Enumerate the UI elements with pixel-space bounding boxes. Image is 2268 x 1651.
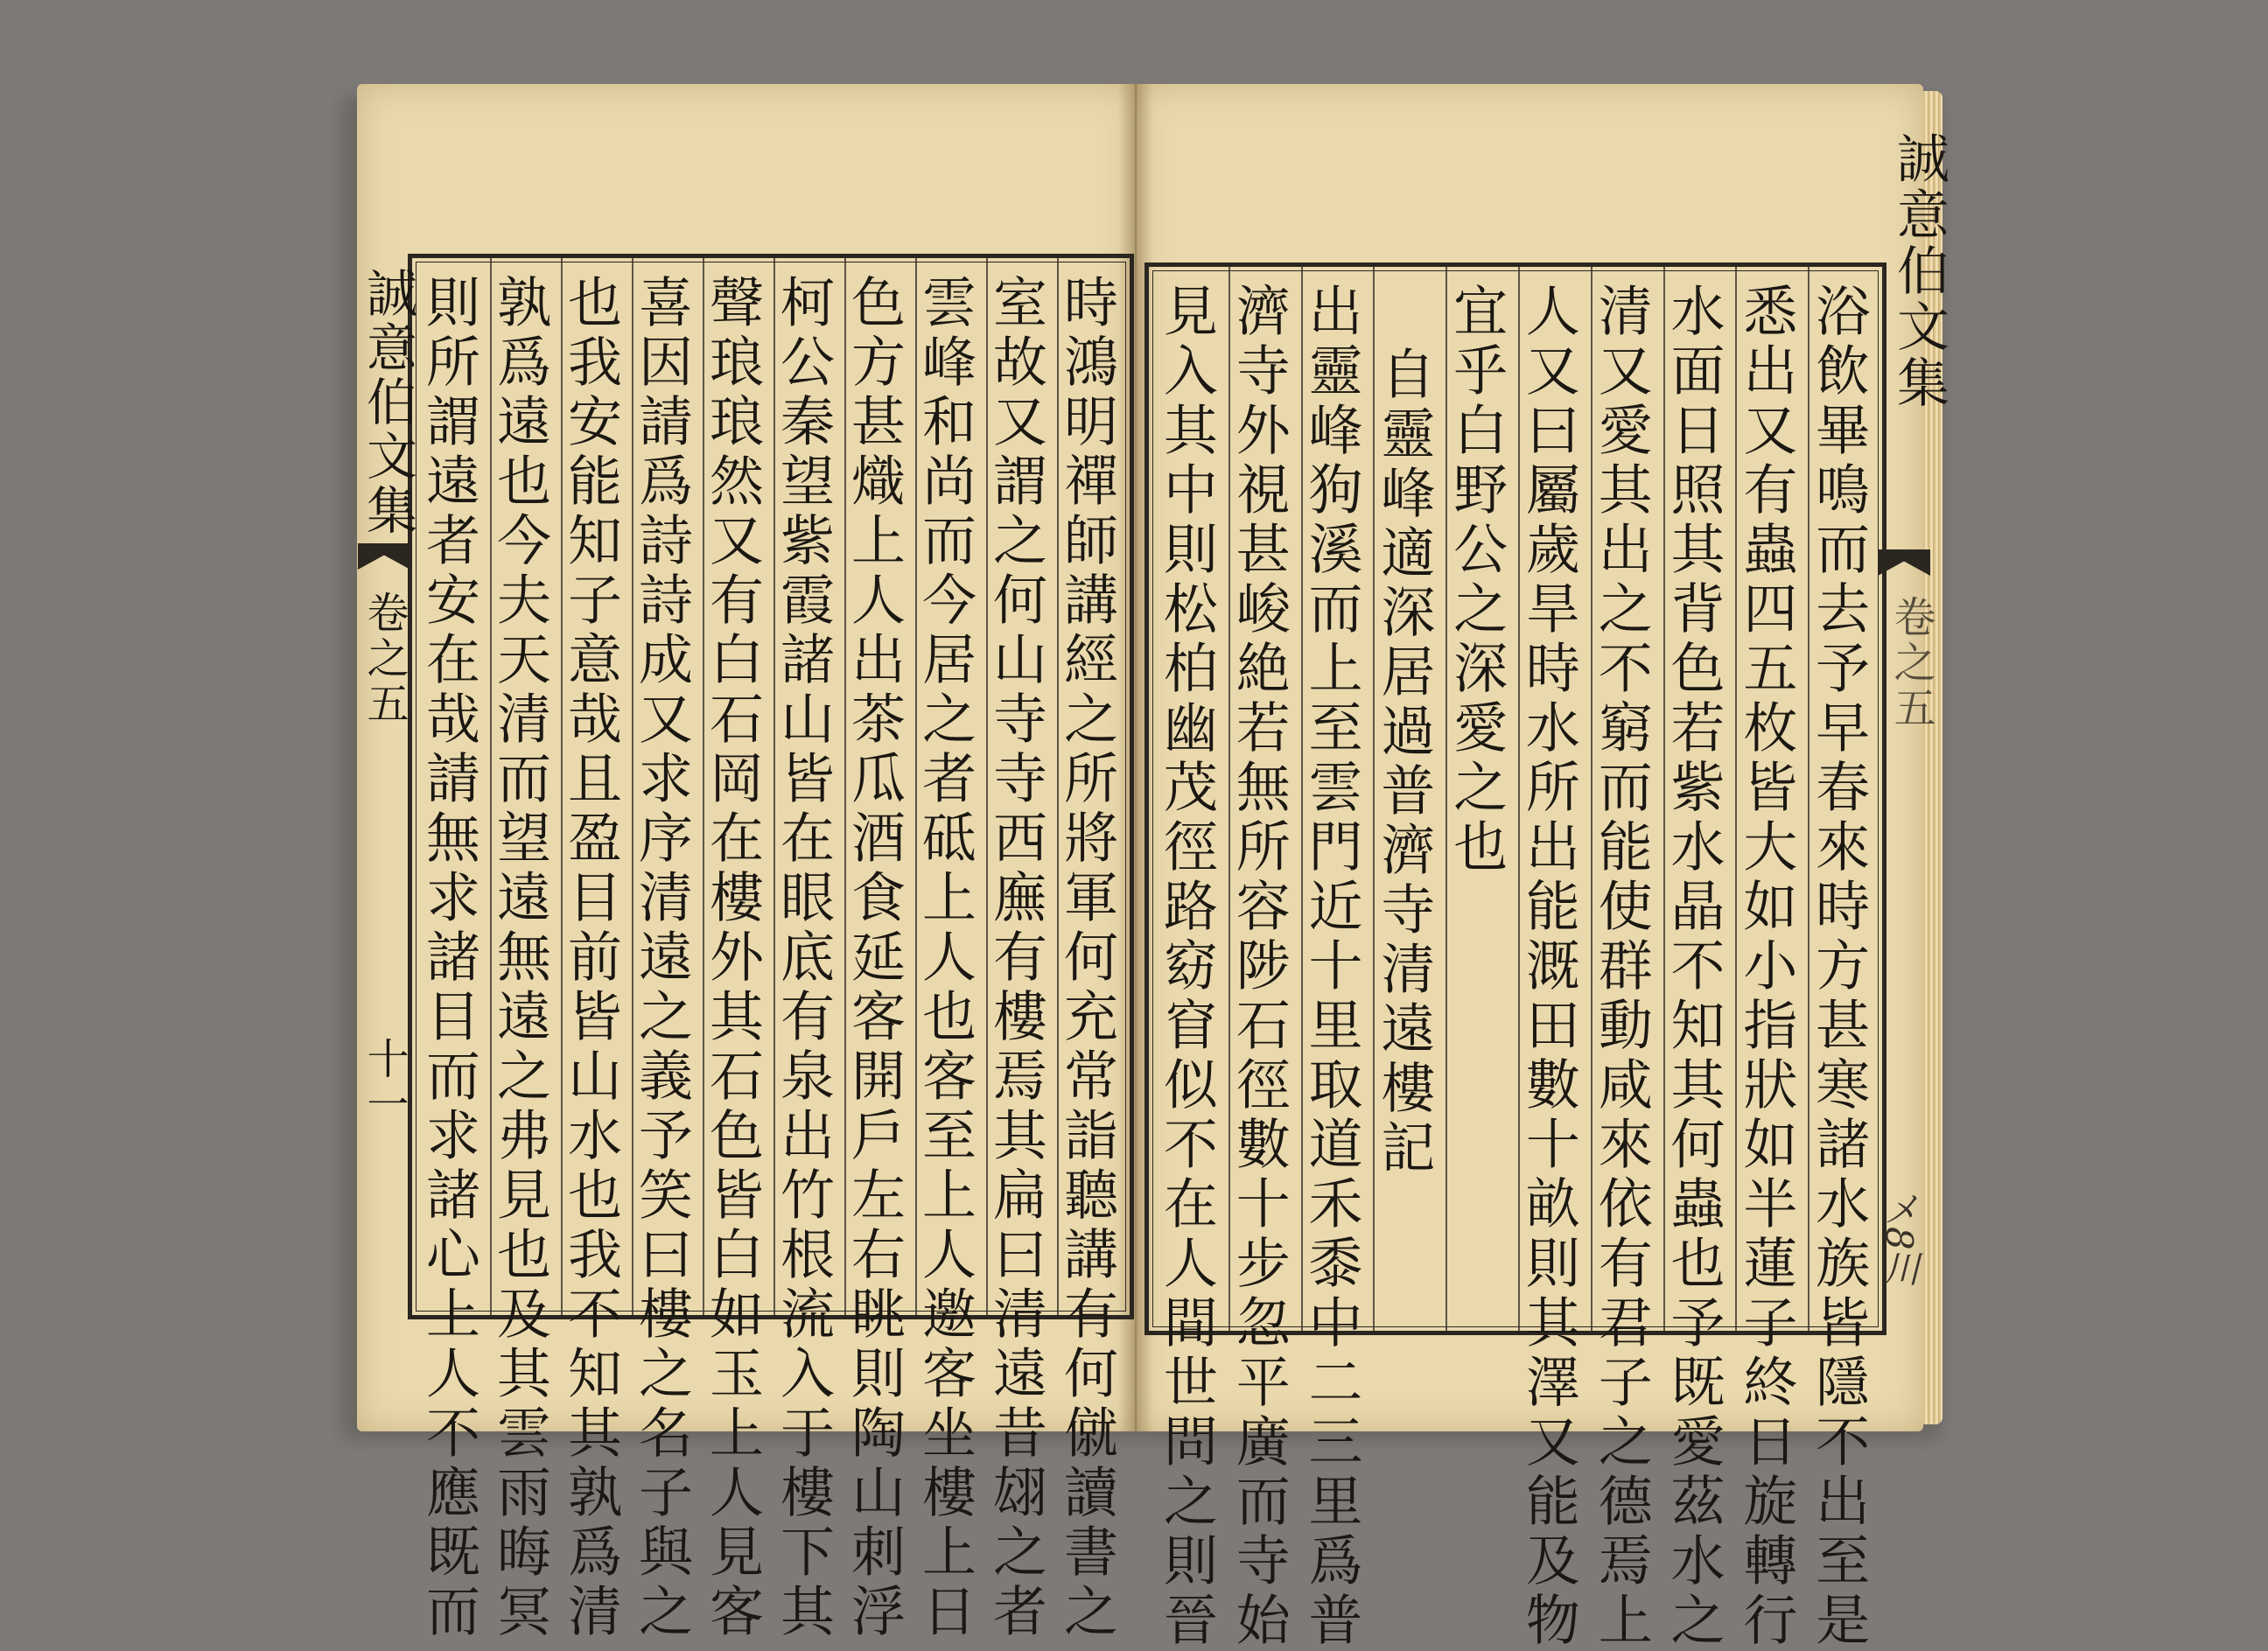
right-text-column: 宜乎白野公之深愛之也	[1444, 283, 1508, 878]
left-text-column: 則所謂遠者安在哉請無求諸目而求諸心上人不應既而	[416, 274, 481, 1642]
right-text-column: 自靈峰適深居過普濟寺清遠樓記	[1371, 346, 1436, 1179]
right-text-column: 悉出又有蟲四五枚皆大如小指狀如半蓮子終日旋轉行	[1733, 283, 1798, 1651]
handwritten-margin-note: メ8川	[1878, 1190, 1921, 1287]
left-text-column: 室故又謂之何山寺寺西廡有樓焉其扁曰清遠昔翃之者	[984, 274, 1048, 1642]
left-text-column: 雲峰和尚而今居之者砥上人也客至上人邀客坐樓上日	[913, 274, 977, 1642]
left-text-column: 孰爲遠也今夫天清而望遠無遠之弗見也及其雲雨晦冥	[487, 274, 552, 1642]
right-text-column: 水面日照其背色若紫水晶不知其何蟲也予既愛茲水之	[1662, 283, 1726, 1651]
left-margin-title: 誠意伯文集	[358, 267, 417, 538]
right-margin-volume: 卷之五	[1886, 595, 1936, 731]
right-text-frame	[1144, 262, 1886, 1651]
left-text-column: 也我安能知子意哉且盈目前皆山水也我不知其孰爲清	[558, 274, 623, 1642]
left-text-frame	[358, 254, 1134, 1642]
right-text-column: 人又曰屬歲旱時水所出能溉田數十畝則其澤又能及物	[1516, 283, 1581, 1651]
left-text-column: 聲琅琅然又有白石岡在樓外其石色皆白如玉上人見客	[700, 274, 765, 1642]
right-text-column: 出靈峰狗溪而上至雲門近十里取道禾黍中二三里爲普	[1299, 283, 1363, 1651]
right-text-column: 見入其中則松柏幽茂徑路窈窅似不在人間世問之則晉	[1154, 283, 1219, 1651]
right-text-column: 清又愛其出之不窮而能使群動咸來依有君子之德焉上	[1589, 283, 1654, 1651]
left-text-column: 時鴻明禪師講經之所將軍何充常詣聽講有何僦讀書之	[1054, 274, 1119, 1642]
right-text-column: 浴飲畢鳴而去予早春來時方甚寒諸水族皆隱不出至是	[1806, 283, 1871, 1651]
left-margin-page-number: 十一	[360, 1037, 409, 1128]
left-text-column: 色方甚熾上人出茶瓜酒食延客開戶左右眺則陶山刺浮	[842, 274, 906, 1642]
left-text-column: 柯公秦望紫霞諸山皆在眼底有泉出竹根流入于樓下其	[771, 274, 836, 1642]
left-text-column: 喜因請爲詩詩成又求序清遠之義予笑曰樓之名子與之	[629, 274, 694, 1642]
right-text-column: 濟寺外視甚峻絶若無所容陟石徑數十步忽平廣而寺始	[1227, 283, 1292, 1651]
right-margin-title: 誠意伯文集	[1888, 131, 1950, 411]
left-margin-volume: 卷之五	[360, 591, 409, 727]
